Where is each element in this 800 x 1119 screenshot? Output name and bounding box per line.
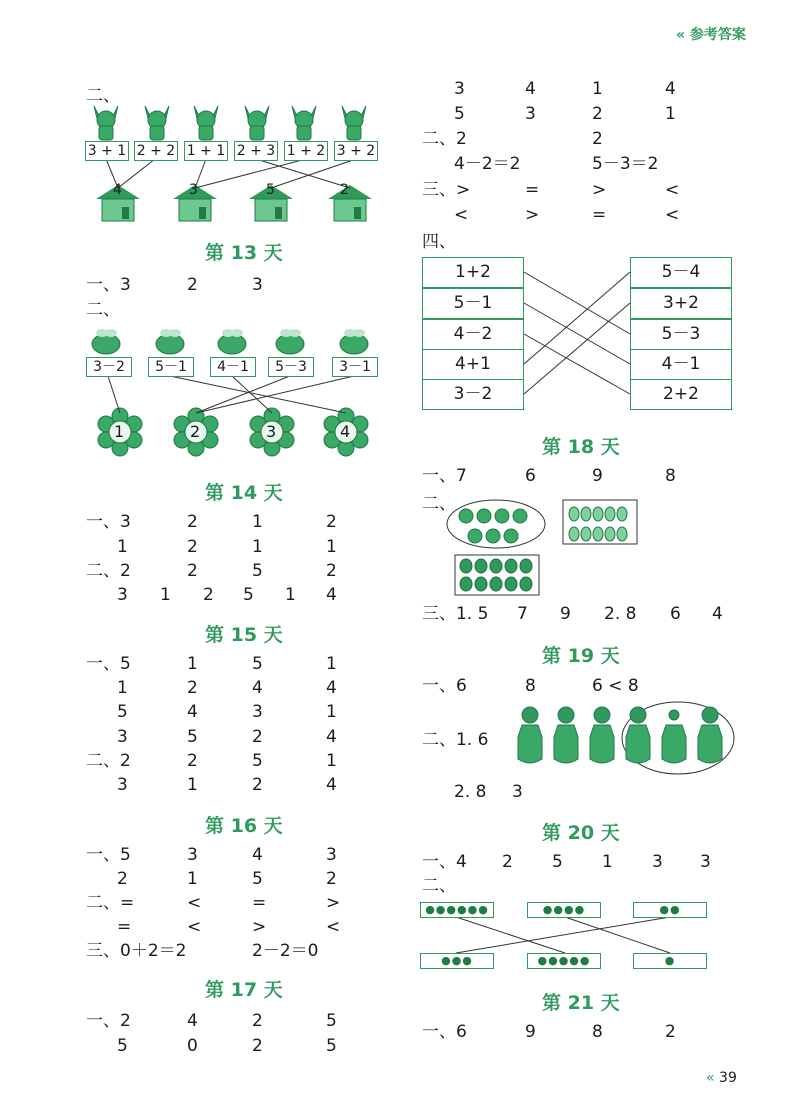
answer-value: 1 [665,104,676,124]
dog-match-lines [106,159,356,188]
page-footer [706,1070,737,1086]
answer-value: 1 [117,537,128,557]
dog-icon [194,106,218,140]
house-number: 4 [113,182,122,198]
house-number: 5 [266,182,275,198]
si-left-box: 4－2 [422,319,524,350]
answer-value: 4 [187,1011,198,1031]
section-er-label: 二、 [86,86,120,106]
answer-value: < [326,917,341,937]
day-14-title: 第 14 天 [205,482,283,504]
house-number: 3 [189,182,198,198]
vase-icon [662,710,686,763]
day19-er-label: 二、1. 6 [422,730,489,750]
equation: 4－2＝2 [454,154,521,174]
header-title: 参考答案 [689,27,746,43]
day16-yi-label: 一、5 [86,845,131,865]
answer-value: 3 [454,79,465,99]
bee-icon [276,329,304,354]
page-number: 39 [719,1070,737,1086]
answer-value: 9 [560,604,571,624]
answer-value: 2 [252,775,263,795]
answer-value: < [454,205,469,225]
bee-expression-box: 3－1 [332,357,378,377]
answer-value: 1 [187,775,198,795]
watermelon-icons [460,559,532,591]
flower-number: 4 [340,422,351,441]
answer-value: < [665,180,680,200]
dog-expression-box: 1 + 2 [284,141,328,161]
answer-value: 9 [525,1022,536,1042]
answer-value: 1 [326,654,337,674]
si-right-box: 5－3 [630,319,732,350]
dog-icon [292,106,316,140]
bee-icon [340,329,368,354]
dot-count-box: ● [633,953,707,969]
day18-er-label: 二、 [422,494,456,514]
flower-number: 3 [266,422,277,441]
answer-value: 3 [117,727,128,747]
dog-expression-box: 3 + 1 [85,141,129,161]
dog-expression-box: 3 + 2 [334,141,378,161]
pear-icons [569,507,627,541]
bee-icon [92,329,120,354]
answer-value: 4 [326,585,337,605]
answer-value: < [665,205,680,225]
answer-value: < [187,917,202,937]
si-right-box: 5－4 [630,257,732,288]
si-left-box: 1+2 [422,257,524,288]
answer-value: 5 [252,751,263,771]
bee-icon [218,329,246,354]
answer-value: 4 [252,845,263,865]
answer-value: 3 [525,104,536,124]
bee-expression-box: 5－3 [268,357,314,377]
answer-value: 5 [552,852,563,872]
answer-value: = [592,205,607,225]
dog-icons [94,106,366,140]
answer-value: 1 [326,751,337,771]
answer-value: 1 [252,512,263,532]
vase-icon [554,707,578,763]
dog-expression-box: 2 + 2 [134,141,178,161]
answer-value: 1 [326,537,337,557]
day17-yi-label: 一、2 [86,1011,131,1031]
answer-value: 5 [252,654,263,674]
answer-value: 4 [326,775,337,795]
answer-value: 1 [160,585,171,605]
vase-icon [698,707,722,763]
answer-value: 8 [592,1022,603,1042]
answer-value: 5 [187,727,198,747]
day-20-title: 第 20 天 [542,822,620,844]
bee-expression-box: 3－2 [86,357,132,377]
answer-value: 2 [665,1022,676,1042]
flower-number: 1 [114,422,125,441]
dot-count-box: ●●● [420,953,494,969]
answer-value: > [525,205,540,225]
day15-yi-label: 一、5 [86,654,131,674]
si-left-box: 5－1 [422,288,524,319]
answer-value: 3 [117,585,128,605]
answer-value: 1 [602,852,613,872]
answer-value: 5 [117,702,128,722]
answer-value: 2 [326,561,337,581]
answer-value: 1 [326,702,337,722]
answer-value: 2 [252,727,263,747]
dog-icon [94,106,118,140]
day20-er-label: 二、 [422,876,456,896]
dog-expression-box: 1 + 1 [184,141,228,161]
answer-value: 9 [592,466,603,486]
apple-icons [459,509,527,543]
answer-value: 2 [187,275,198,295]
day14-er-label: 二、2 [86,561,131,581]
answer-value: 2 [326,512,337,532]
dot-count-box: ●● [633,902,707,918]
answer-value: 2－2＝0 [252,941,319,961]
answer-value: 2 [203,585,214,605]
day15-er-label: 二、2 [86,751,131,771]
vase-icon [626,707,650,763]
day16-er-label: 二、= [86,893,135,913]
answer-value: 1 [252,537,263,557]
right-si-label: 四、 [422,232,456,252]
answer-value: 3 [187,845,198,865]
answer-value: 4 [326,678,337,698]
answer-value: = [252,893,267,913]
answer-value: 1 [592,79,603,99]
answer-value: 1 [187,869,198,889]
day13-yi-label: 一、3 [86,275,131,295]
answer-value: > [592,180,607,200]
si-right-box: 2+2 [630,379,732,410]
day18-yi-label: 一、7 [422,466,467,486]
right-er-label: 二、2 [422,129,467,149]
day21-yi-label: 一、6 [422,1022,467,1042]
answer-value: 1 [117,678,128,698]
answer-value: 2 [187,537,198,557]
answer-value: 3 [252,702,263,722]
answer-value: 5 [454,104,465,124]
day14-yi-label: 一、3 [86,512,131,532]
day-19-title: 第 19 天 [542,645,620,667]
answer-value: 3 [252,275,263,295]
answer-value: > [252,917,267,937]
si-right-box: 3+2 [630,288,732,319]
answer-value: 4 [525,79,536,99]
answer-value: 2 [252,1036,263,1056]
bee-icons [92,329,368,354]
answer-value: 5 [326,1011,337,1031]
answer-value: 4 [252,678,263,698]
day20-yi-label: 一、4 [422,852,467,872]
right-san-label: 三、> [422,180,471,200]
vase-icon [518,707,542,763]
answer-value: 0 [187,1036,198,1056]
house-number: 2 [340,182,349,198]
answer-value: 3 [117,775,128,795]
vase-icon [590,707,614,763]
answer-value: 2 [592,104,603,124]
day-16-title: 第 16 天 [205,815,283,837]
answer-value: 5 [243,585,254,605]
si-left-box: 3－2 [422,379,524,410]
answer-value: 2 [502,852,513,872]
answer-value: 1 [187,654,198,674]
answer-value: 2 [187,512,198,532]
day16-san-label: 三、0＋2＝2 [86,941,187,961]
bee-icon [156,329,184,354]
answer-value: 6 [525,466,536,486]
bee-expression-box: 5－1 [148,357,194,377]
dot-count-box: ●●●● [527,902,601,918]
answer-value: 5 [252,869,263,889]
answer-value: 2 [592,129,603,149]
answer-value: 4 [712,604,723,624]
answer-value: 4 [665,79,676,99]
answer-value: 6 [670,604,681,624]
answer-value: 8 [525,676,536,696]
day-13-title: 第 13 天 [205,242,283,264]
dog-expression-box: 2 + 3 [234,141,278,161]
day19-er2-label: 2. 8 [454,782,487,802]
answer-value: 4 [326,727,337,747]
answer-value: 5 [117,1036,128,1056]
dog-icon [342,106,366,140]
answer-value: 3 [652,852,663,872]
double-chevron-icon: « [676,27,686,43]
answer-value: 3 [512,782,523,802]
answer-value: 4 [187,702,198,722]
dot-count-box: ●●●●●● [420,902,494,918]
day-15-title: 第 15 天 [205,624,283,646]
si-match-lines [524,272,630,394]
bee-match-lines [108,376,354,413]
answer-value: 3 [700,852,711,872]
dot-count-box: ●●●●● [527,953,601,969]
answer-value: < [187,893,202,913]
answer-value: 2 [117,869,128,889]
equation: 5－3＝2 [592,154,659,174]
answer-value: 7 [517,604,528,624]
answer-value: 2 [326,869,337,889]
day-18-title: 第 18 天 [542,436,620,458]
answer-value: > [326,893,341,913]
day18-san-label: 三、1. 5 [422,604,489,624]
answer-value: 2 [187,561,198,581]
dog-icon [245,106,269,140]
day-21-title: 第 21 天 [542,992,620,1014]
si-left-box: 4+1 [422,349,524,380]
day-17-title: 第 17 天 [205,979,283,1001]
vase-icons [518,702,734,774]
dot-match-lines [456,917,670,953]
answer-value: 2 [187,751,198,771]
flower-number: 2 [190,422,201,441]
answer-value: 2 [252,1011,263,1031]
answer-value: 1 [285,585,296,605]
day19-yi-label: 一、6 [422,676,467,696]
answer-value: = [525,180,540,200]
answer-value: 2. 8 [604,604,637,624]
double-chevron-icon: « [706,1070,715,1086]
answer-value: 6 < 8 [592,676,639,696]
answer-value: 3 [326,845,337,865]
flower-icons [98,408,368,456]
answer-value: = [117,917,132,937]
dog-icon [145,106,169,140]
answer-value: 2 [187,678,198,698]
fruit-groups [447,500,637,595]
answer-value: 8 [665,466,676,486]
answer-value: 5 [326,1036,337,1056]
answer-value: 5 [252,561,263,581]
house-icon [328,185,372,221]
day13-er-label: 二、 [86,300,120,320]
si-right-box: 4－1 [630,349,732,380]
bee-expression-box: 4－1 [210,357,256,377]
house-icons [96,185,372,221]
